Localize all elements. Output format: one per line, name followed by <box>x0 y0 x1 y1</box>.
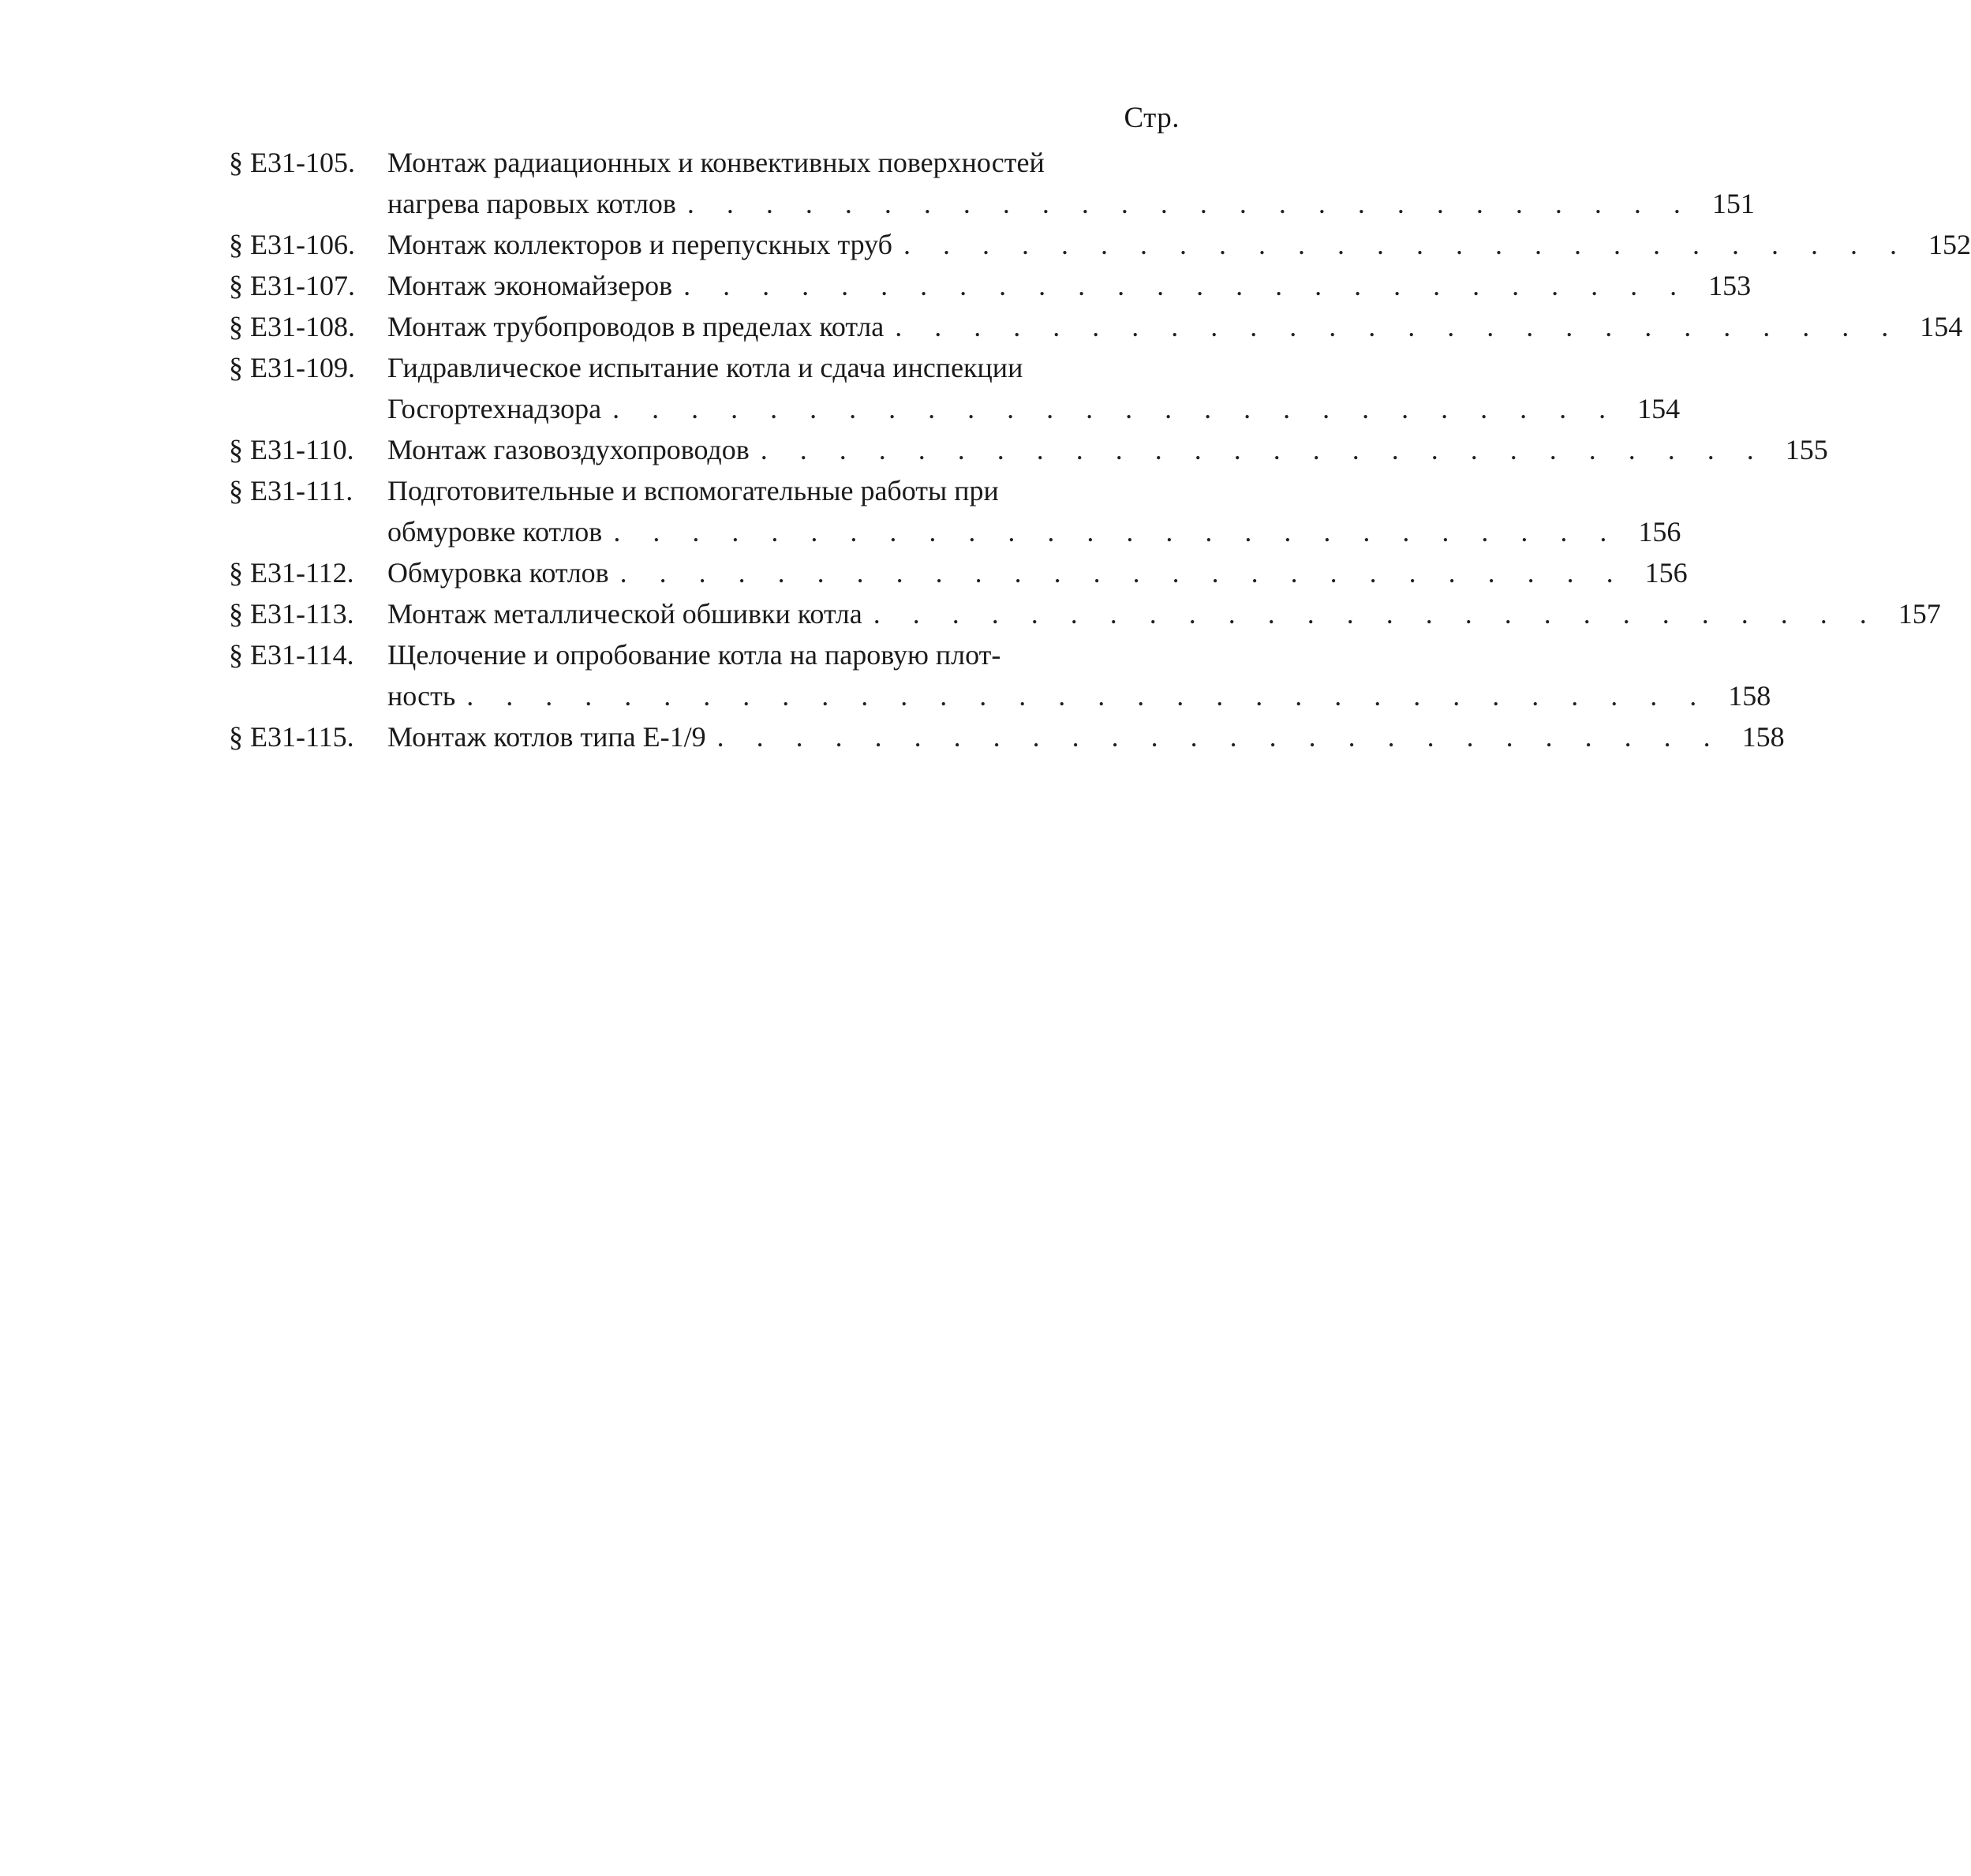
section-number: § Е31-108. <box>229 311 355 342</box>
entry-body <box>383 142 1755 224</box>
page-number: 151 <box>1711 188 1755 219</box>
page-number: 154 <box>1637 393 1681 424</box>
section-number: § Е31-111. <box>229 475 353 506</box>
entry-title-line: Монтаж котлов типа Е-1/9 <box>387 721 706 753</box>
toc-entry-e31-108 <box>229 306 1963 347</box>
page-number: 157 <box>1898 598 1941 630</box>
entry-title-line: Госгортехнадзора <box>387 393 602 424</box>
dot-leader: . . . . . . . . . . . . . . . . . . . . . . . . . . <box>903 229 1909 260</box>
entry-title-line: Подготовительные и вспомогательные работы при <box>387 475 999 506</box>
entry-line <box>387 183 1755 224</box>
page-number: 154 <box>1920 311 1963 342</box>
entry-title-line: Гидравлическое испытание котла и сдача инспекции <box>387 352 1023 383</box>
page-number: 156 <box>1638 516 1681 547</box>
entry-body <box>383 306 1962 347</box>
section-number: § Е31-110. <box>229 434 354 465</box>
dot-leader: . . . . . . . . . . . . . . . . . . . . . . . . . . <box>873 598 1879 630</box>
dot-leader: . . . . . . . . . . . . . . . . . . . . . . . . . . . . . . . . <box>466 680 1710 712</box>
page-number: 156 <box>1644 557 1688 589</box>
section-number: § Е31-114. <box>229 639 354 671</box>
entry-title-line: Щелочение и опробование котла на паровую плот- <box>387 639 1001 671</box>
entry-line <box>387 716 1785 757</box>
section-number: § Е31-113. <box>229 598 354 630</box>
section-number: § Е31-115. <box>229 721 354 753</box>
toc-entry-e31-113 <box>229 593 1941 634</box>
toc-entry-e31-114 <box>229 634 1771 716</box>
dot-leader: . . . . . . . . . . . . . . . . . . . . . . . . . . <box>619 557 1626 589</box>
entry-title-line: ность <box>387 680 456 712</box>
section-number: § Е31-106. <box>229 229 355 260</box>
entry-body <box>383 347 1680 429</box>
entry-line <box>387 142 1755 183</box>
entry-line <box>387 511 1681 552</box>
entry-title-line: нагрева паровых котлов <box>387 188 676 219</box>
toc-entry-e31-110 <box>229 429 1828 470</box>
toc-entry-e31-107 <box>229 265 1752 306</box>
dot-leader: . . . . . . . . . . . . . . . . . . . . . . . . . . <box>612 393 1619 424</box>
entry-body <box>383 593 1941 634</box>
entry-line <box>387 265 1751 306</box>
toc-entry-e31-109 <box>229 347 1681 429</box>
entry-body <box>383 265 1751 306</box>
dot-leader: . . . . . . . . . . . . . . . . . . . . . . . . . . <box>895 311 1902 342</box>
dot-leader: . . . . . . . . . . . . . . . . . . . . . . . . . . <box>716 721 1723 753</box>
entry-body <box>383 552 1688 593</box>
section-number: § Е31-105. <box>229 147 355 178</box>
page-number: 158 <box>1741 721 1785 753</box>
dot-leader: . . . . . . . . . . . . . . . . . . . . . . . . . . <box>613 516 1620 547</box>
page-number: 153 <box>1708 270 1752 301</box>
toc-entry-e31-111 <box>229 470 1681 552</box>
page-number: 155 <box>1785 434 1828 465</box>
dot-leader: . . . . . . . . . . . . . . . . . . . . . . . . . . <box>760 434 1767 465</box>
entry-title-line: Монтаж коллекторов и перепускных труб <box>387 229 892 260</box>
toc-entry-e31-112 <box>229 552 1688 593</box>
entry-title-line: обмуровке котлов <box>387 516 603 547</box>
entry-title-line: Монтаж радиационных и конвективных поверхностей <box>387 147 1045 178</box>
toc-entry-e31-106 <box>229 224 1971 265</box>
entry-title-line: Монтаж металлической обшивки котла <box>387 598 862 630</box>
page-number: 152 <box>1928 229 1971 260</box>
entry-line <box>387 347 1680 388</box>
entry-body <box>383 716 1785 757</box>
entry-body <box>383 634 1771 716</box>
toc-header <box>229 95 1180 142</box>
entry-title-line: Монтаж газовоздухопроводов <box>387 434 750 465</box>
dot-leader: . . . . . . . . . . . . . . . . . . . . . . . . . . <box>683 270 1690 301</box>
dot-leader: . . . . . . . . . . . . . . . . . . . . . . . . . . <box>686 188 1693 219</box>
entry-line <box>387 593 1941 634</box>
section-number: § Е31-112. <box>229 557 354 589</box>
entry-body <box>383 429 1828 470</box>
entry-title-line: Монтаж экономайзеров <box>387 270 673 301</box>
entry-line <box>387 552 1688 593</box>
page-number: 158 <box>1728 680 1771 712</box>
table-of-contents <box>229 95 1971 757</box>
page-column-label: Стр. <box>1124 102 1180 134</box>
section-number: § Е31-109. <box>229 352 355 383</box>
entry-line <box>387 388 1680 429</box>
toc-entry-e31-115 <box>229 716 1785 757</box>
entry-title-line: Монтаж трубопроводов в пределах котла <box>387 311 885 342</box>
entry-line <box>387 224 1971 265</box>
section-number: § Е31-107. <box>229 270 355 301</box>
toc-entry-e31-105 <box>229 142 1755 224</box>
entry-line <box>387 675 1771 716</box>
entry-title-line: Обмуровка котлов <box>387 557 609 589</box>
entry-line <box>387 470 1681 511</box>
entry-body <box>383 224 1971 265</box>
entry-line <box>387 634 1771 675</box>
entry-line <box>387 306 1962 347</box>
entry-body <box>383 470 1681 552</box>
entry-line <box>387 429 1828 470</box>
